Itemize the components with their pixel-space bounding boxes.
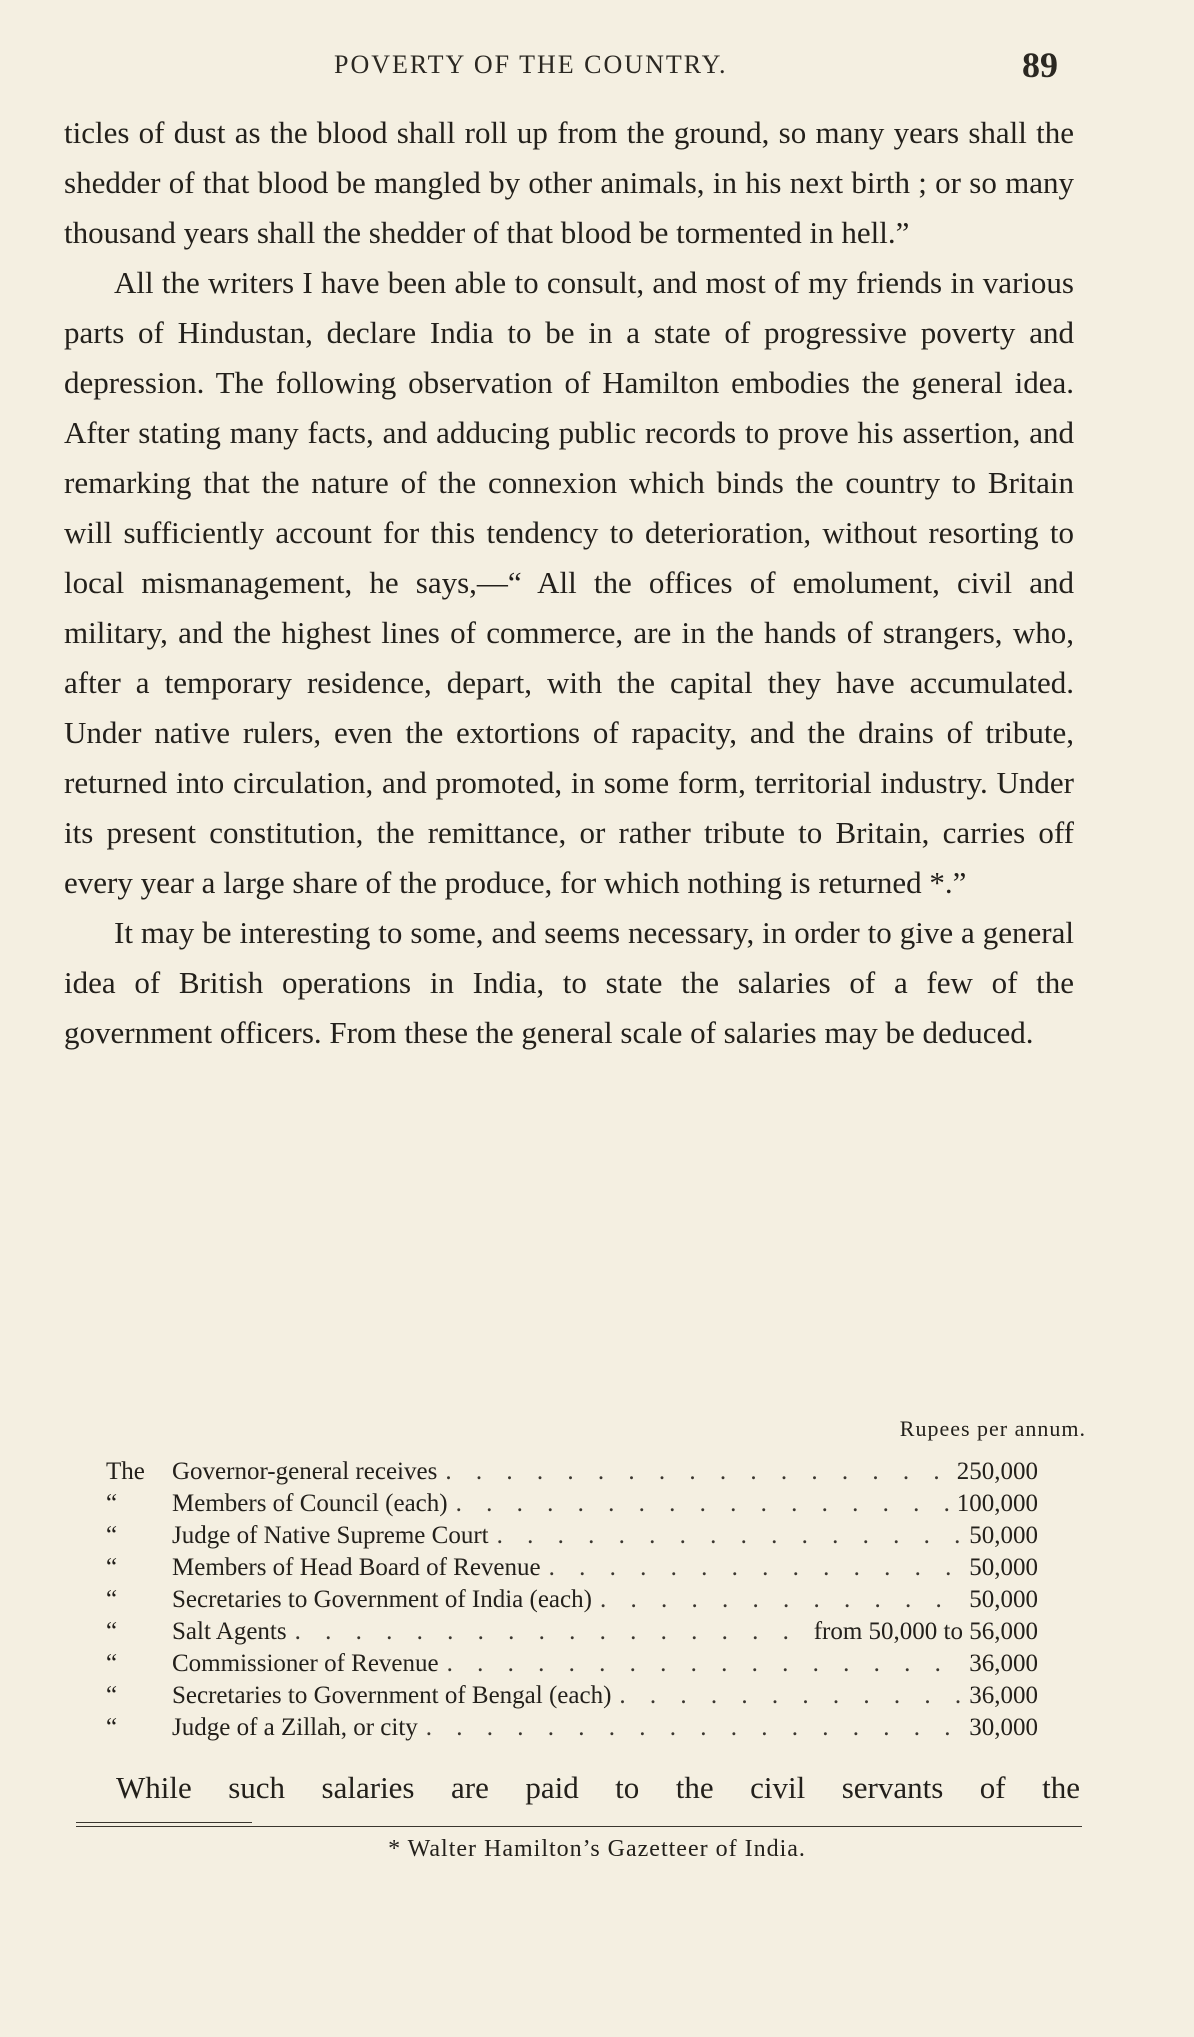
footnote-rule-long bbox=[76, 1826, 1082, 1827]
row-prefix: “ bbox=[106, 1554, 118, 1581]
row-prefix: “ bbox=[106, 1586, 118, 1613]
table-row bbox=[106, 1584, 1038, 1616]
page-number: 89 bbox=[1022, 45, 1058, 85]
dot-leader bbox=[497, 1520, 964, 1552]
running-head bbox=[0, 46, 1194, 90]
paragraph-continued: ticles of dust as the blood shall roll up from the ground, so many years shall the shedder of that blood be mangled by other animals, in his next birth ; or so many thousand years shall the shedder of that blood be tormented in hell.” bbox=[64, 115, 1074, 250]
row-amount: 250,000 bbox=[956, 1458, 1038, 1485]
row-prefix: “ bbox=[106, 1682, 118, 1709]
dot-leader bbox=[549, 1552, 964, 1584]
row-label: Judge of Native Supreme Court bbox=[172, 1522, 489, 1549]
paragraph-salaries-intro: It may be interesting to some, and seems necessary, in order to give a general idea of British operations in India, to state the salaries of a few of the government officers. From these the general scale of salaries may be deduced. bbox=[64, 915, 1074, 1050]
row-label: Judge of a Zillah, or city bbox=[172, 1714, 418, 1741]
row-amount: 50,000 bbox=[969, 1554, 1038, 1581]
row-prefix: “ bbox=[106, 1650, 118, 1677]
row-prefix: The bbox=[106, 1458, 145, 1485]
row-amount: 36,000 bbox=[969, 1650, 1038, 1677]
table-row bbox=[106, 1616, 1038, 1648]
dot-leader bbox=[600, 1584, 963, 1616]
row-label: Members of Council (each) bbox=[172, 1490, 448, 1517]
row-label: Members of Head Board of Revenue bbox=[172, 1554, 541, 1581]
dot-leader bbox=[447, 1648, 964, 1680]
row-amount: 30,000 bbox=[969, 1714, 1038, 1741]
row-label: Commissioner of Revenue bbox=[172, 1650, 439, 1677]
dot-leader bbox=[445, 1456, 950, 1488]
running-title: POVERTY OF THE COUNTRY. bbox=[334, 50, 728, 79]
row-amount: 100,000 bbox=[956, 1490, 1038, 1517]
row-prefix: “ bbox=[106, 1490, 118, 1517]
table-row bbox=[106, 1712, 1038, 1744]
table-row bbox=[106, 1648, 1038, 1680]
row-amount: 50,000 bbox=[969, 1522, 1038, 1549]
row-label: Salt Agents bbox=[172, 1618, 287, 1645]
dot-leader bbox=[426, 1712, 963, 1744]
row-prefix: “ bbox=[106, 1618, 118, 1645]
row-label: Secretaries to Government of India (each) bbox=[172, 1586, 592, 1613]
row-amount: 36,000 bbox=[969, 1682, 1038, 1709]
row-prefix: “ bbox=[106, 1714, 118, 1741]
row-label: Governor-general receives bbox=[172, 1458, 438, 1485]
closing-line: While such salaries are paid to the civil servants of the bbox=[116, 1770, 1080, 1805]
table-row bbox=[106, 1488, 1038, 1520]
dot-leader bbox=[456, 1488, 951, 1520]
footnote: * Walter Hamilton’s Gazetteer of India. bbox=[388, 1836, 806, 1862]
row-label: Secretaries to Government of Bengal (each) bbox=[172, 1682, 612, 1709]
table-caption: Rupees per annum. bbox=[899, 1416, 1086, 1441]
row-amount: 50,000 bbox=[969, 1586, 1038, 1613]
paragraph-hamilton-quote: All the writers I have been able to consult, and most of my friends in various parts of Hindustan, declare India to be in a state of progressive poverty and depression. The following observation of Hamilton embodies the general idea. After stating many facts, and adducing public records to prove his assertion, and remarking that the nature of the connexion which binds the country to Britain will sufficiently account for this tendency to deterioration, without resorting to local mismanagement, he says,—“ All the offices of emolument, civil and military, and the highest lines of commerce, are in the hands of strangers, who, after a temporary residence, depart, with the capital they have accumulated. Under native rulers, even the extortions of rapacity, and the drains of tribute, returned into circulation, and promoted, in some form, territorial industry. Under its present constitution, the remittance, or rather tribute to Britain, carries off every year a large share of the produce, for which nothing is returned *.” bbox=[64, 265, 1074, 900]
row-amount: from 50,000 to 56,000 bbox=[813, 1618, 1038, 1645]
table-row bbox=[106, 1680, 1038, 1712]
body-text bbox=[64, 108, 1074, 1058]
dot-leader bbox=[619, 1680, 963, 1712]
row-prefix: “ bbox=[106, 1522, 118, 1549]
footnote-rule bbox=[76, 1822, 252, 1823]
table-row bbox=[106, 1456, 1038, 1488]
dot-leader bbox=[295, 1616, 808, 1648]
table-row bbox=[106, 1552, 1038, 1584]
salary-table bbox=[106, 1456, 1038, 1744]
table-row bbox=[106, 1520, 1038, 1552]
